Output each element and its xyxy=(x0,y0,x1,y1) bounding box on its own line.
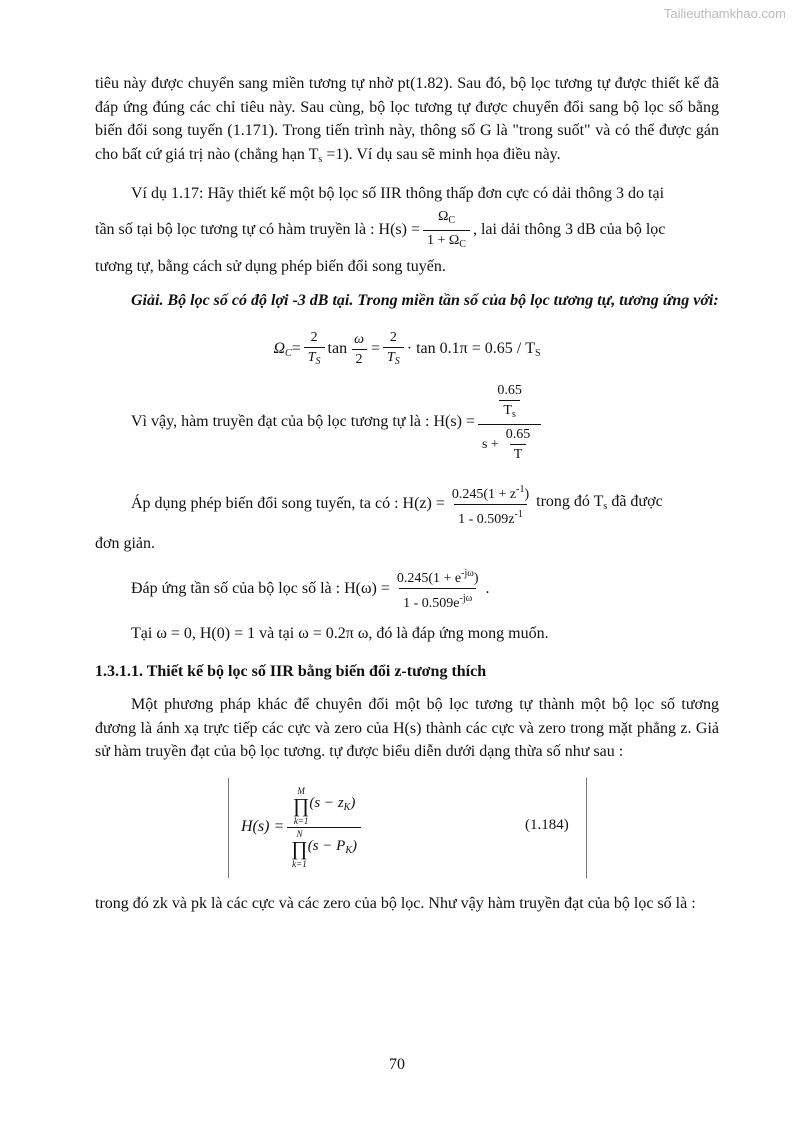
equation-1184-box: H(s) = M ∏ k=1 $(s - z_K)$ N ∏ k=1 $(s - P_K)$ (1.184) xyxy=(228,778,587,878)
example-line-2: tần số tại bộ lọc tương tự có hàm truyền là : H(s) = $\frac{\Omega_C}{1 + \Omega_C}$ , lai dải thông 3 dB của bộ lọc xyxy=(95,208,719,253)
closing-paragraph: trong đó zk và pk là các cực và các zero của bộ lọc. Như vậy hàm truyền đạt của bộ lọc số là : xyxy=(95,894,696,912)
hw-fraction: $\frac{0.245(1 + e^{-j\omega})}{1 - 0.509e^{-j\omega}}$ xyxy=(396,568,479,611)
analog-hs-line: Vì vậy, hàm truyền đạt của bộ lọc tương tự là : H(s) = $\frac{0.65}{T_s}$ s + $\frac{0.65}{T}$ xyxy=(95,382,719,463)
watermark: Tailieuthamkhao.com xyxy=(663,6,786,21)
section-heading: 1.3.1.1. Thiết kế bộ lọc số IIR bằng biến đổi z-tương thích xyxy=(95,662,487,680)
hs-compound-fraction: $\frac{0.65}{T_s}$ s + $\frac{0.65}{T}$ xyxy=(478,382,541,463)
hw-line: Đáp ứng tần số của bộ lọc số là : H(ω) = $\frac{0.245(1 + e^{-j\omega})}{1 - 0.509e^{-j\omega}}$ . xyxy=(95,565,719,612)
omega-c-equation: $\Omega_C$ = $\frac{2}{T_S}$ tan $\frac{\omega}{2}$ = $\frac{2}{T_S}$ · $\tan 0.1\pi = 0.65 / T_S$ xyxy=(95,329,719,370)
method-paragraph: Một phương pháp khác để chuyên đổi một bộ lọc tương tự thành một bộ lọc số tương đương là ánh xạ trực tiếp các cực và zero của H(s) thành các cực và zero trong mặt phẳng z. Giả sử hàm truyền đạt của bộ lọc tương. tự được biểu diễn dưới dạng thừa số như sau : xyxy=(95,696,719,760)
intro-paragraph: tiêu này được chuyển sang miền tương tự nhờ pt(1.82). Sau đó, bộ lọc tương tự được thiết kế đã đáp ứng đúng các chỉ tiêu này. Sau cùng, bộ lọc tương tự được chuyển đổi sang bộ lọc số bằng biến đổi song tuyến (1.171). Trong tiến trình này, thông số G là "trong suốt" và có thể được gán cho bất cứ giá trị nào (chẳng hạn $T_s =1$). Ví dụ sau sẽ minh họa điều này. xyxy=(95,75,719,165)
analog-transfer-fraction: $\frac{\Omega_C}{1 + \Omega_C}$ xyxy=(423,208,470,253)
equation-number: (1.184) xyxy=(525,816,569,833)
hz-fraction: $\frac{0.245(1 + z^{-1})}{1 - 0.509z^{-1}}$ xyxy=(451,483,530,527)
page-number: 70 xyxy=(389,1056,405,1073)
example-line-3: tương tự, bằng cách sử dụng phép biến đổi song tuyến. xyxy=(95,257,446,275)
hz-line: Áp dụng phép biến đổi song tuyến, ta có : H(z) = $\frac{0.245(1 + z^{-1})}{1 - 0.509z^{-1}}$ trong đó $T_s$ đã được xyxy=(95,481,719,528)
hz-line-2: đơn giản. xyxy=(95,534,156,552)
page-body xyxy=(95,72,719,915)
solution-paragraph: Giải. Bộ lọc số có độ lợi -3 dB tại. Trong miền tần số của bộ lọc tương tự, tương ứng với: xyxy=(131,292,719,309)
example-line-1: Ví dụ 1.17: Hãy thiết kế một bộ lọc số IIR thông thấp đơn cực có dải thông 3 do tại xyxy=(131,185,665,202)
omega-result-line: Tại ω = 0, H(0) = 1 và tại ω = 0.2π ω, đó là đáp ứng mong muốn. xyxy=(131,625,549,642)
